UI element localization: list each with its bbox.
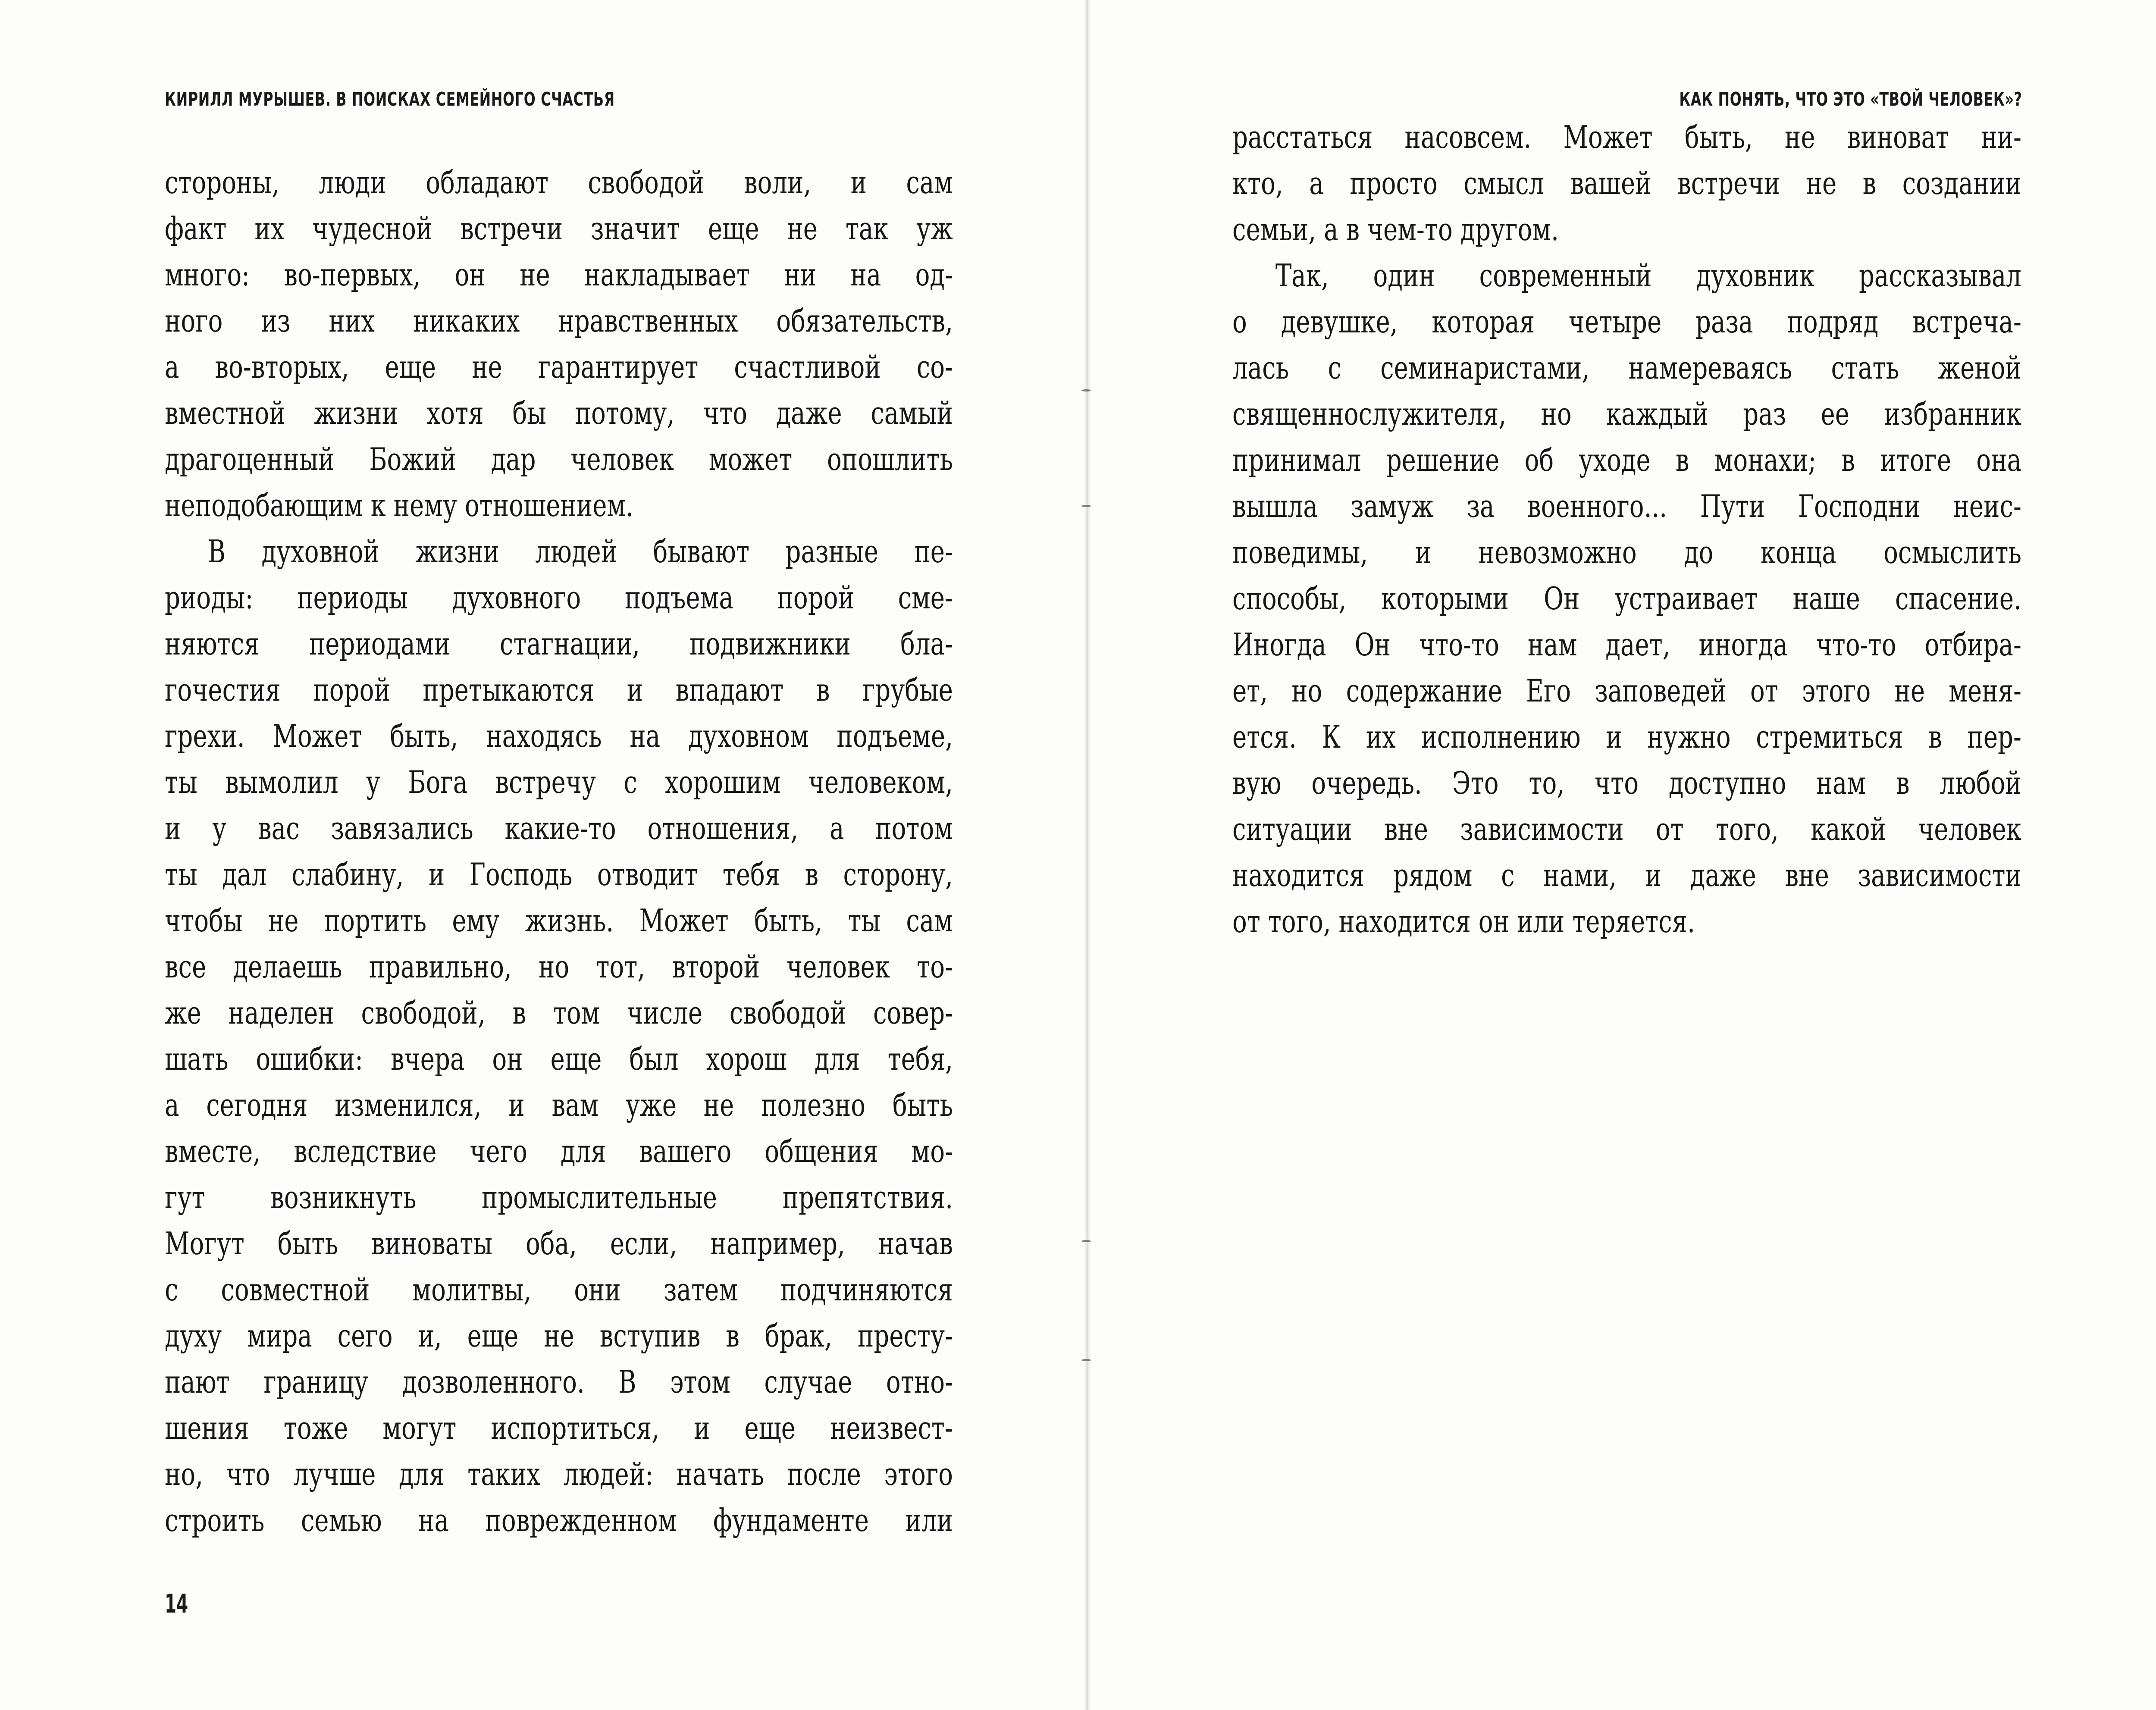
text-line: а сегодня изменился, и вам уже не полезно быть bbox=[165, 1087, 953, 1123]
text-line: поведимы, и невозможно до конца осмыслить bbox=[1232, 534, 2021, 570]
text-line: Иногда Он что-то нам дает, иногда что-то отбира- bbox=[1232, 626, 2021, 663]
text-line: ет, но содержание Его заповедей от этого не меня- bbox=[1232, 673, 2021, 709]
text-line: факт их чудесной встречи значит еще не так уж bbox=[165, 210, 953, 247]
text-line-paragraph-start: В духовной жизни людей бывают разные пе- bbox=[207, 533, 953, 570]
page-number: 14 bbox=[165, 1589, 188, 1619]
text-line: грехи. Может быть, находясь на духовном подъеме, bbox=[165, 718, 953, 754]
right-page-body bbox=[1232, 114, 2021, 945]
text-line: вместе, вследствие чего для вашего общения мо- bbox=[165, 1133, 953, 1169]
text-line: гочестия порой претыкаются и впадают в грубые bbox=[165, 672, 953, 708]
text-line: ситуации вне зависимости от того, какой человек bbox=[1232, 811, 2021, 847]
text-line: священнослужителя, но каждый раз ее избранник bbox=[1232, 396, 2021, 432]
text-line: Могут быть виноваты оба, если, например, начав bbox=[165, 1225, 953, 1262]
text-line-paragraph-start: Так, один современный духовник рассказывал bbox=[1275, 257, 2021, 294]
text-line: много: во-первых, он не накладывает ни на од- bbox=[165, 257, 953, 293]
text-line: драгоценный Божий дар человек может опошлить bbox=[165, 441, 953, 477]
text-line: но, что лучше для таких людей: начать после этого bbox=[165, 1456, 953, 1492]
text-line: ты дал слабину, и Господь отводит тебя в сторону, bbox=[165, 856, 953, 893]
text-line: расстаться насовсем. Может быть, не виноват ни- bbox=[1232, 119, 2021, 155]
text-line: о девушке, которая четыре раза подряд встреча- bbox=[1232, 304, 2021, 340]
text-line: строить семью на поврежденном фундаменте или bbox=[165, 1502, 953, 1538]
text-line: чтобы не портить ему жизнь. Может быть, ты сам bbox=[165, 902, 953, 939]
text-line: вместной жизни хотя бы потому, что даже самый bbox=[165, 395, 953, 431]
text-line: пают границу дозволенного. В этом случае отно- bbox=[165, 1364, 953, 1400]
left-page-body bbox=[165, 160, 953, 1544]
text-line-paragraph-end: от того, находится он или теряется. bbox=[1232, 903, 1695, 940]
text-line: стороны, люди обладают свободой воли, и сам bbox=[165, 164, 953, 200]
right-page bbox=[1087, 0, 2156, 1710]
text-line-paragraph-end: семьи, а в чем-то другом. bbox=[1232, 211, 1559, 247]
text-line: шать ошибки: вчера он еще был хорош для тебя, bbox=[165, 1041, 953, 1077]
text-line: ты вымолил у Бога встречу с хорошим человеком, bbox=[165, 764, 953, 800]
text-line: риоды: периоды духовного подъема порой сме- bbox=[165, 579, 953, 616]
text-line: а во-вторых, еще не гарантирует счастливой со- bbox=[165, 349, 953, 385]
text-line: духу мира сего и, еще не вступив в брак, престу- bbox=[165, 1318, 953, 1354]
text-line: вую очередь. Это то, что доступно нам в любой bbox=[1232, 765, 2021, 801]
text-line: с совместной молитвы, они затем подчиняются bbox=[165, 1272, 953, 1308]
text-line: находится рядом с нами, и даже вне зависимости bbox=[1232, 857, 2021, 893]
text-line: способы, которыми Он устраивает наше спасение. bbox=[1232, 580, 2021, 617]
text-line: гут возникнуть промыслительные препятствия. bbox=[165, 1179, 953, 1215]
text-line: все делаешь правильно, но тот, второй человек то- bbox=[165, 949, 953, 985]
text-line: шения тоже могут испортиться, и еще неизвест- bbox=[165, 1410, 953, 1446]
running-head-left: КИРИЛЛ МУРЫШЕВ. В ПОИСКАХ СЕМЕЙНОГО СЧАСТЬЯ bbox=[165, 88, 615, 110]
text-line: и у вас завязались какие-то отношения, а потом bbox=[165, 810, 953, 846]
text-line: ного из них никаких нравственных обязательств, bbox=[165, 303, 953, 339]
text-line-paragraph-end: неподобающим к нему отношением. bbox=[165, 487, 634, 523]
text-line: лась с семинаристами, намереваясь стать женой bbox=[1232, 350, 2021, 386]
text-line: вышла замуж за военного... Пути Господни неис- bbox=[1232, 488, 2021, 524]
running-head-right: КАК ПОНЯТЬ, ЧТО ЭТО «ТВОЙ ЧЕЛОВЕК»? bbox=[1679, 88, 2022, 110]
text-line: кто, а просто смысл вашей встречи не в создании bbox=[1232, 165, 2021, 201]
text-line: няются периодами стагнации, подвижники бла- bbox=[165, 626, 953, 662]
text-line: ется. К их исполнению и нужно стремиться в пер- bbox=[1232, 719, 2021, 755]
text-line: же наделен свободой, в том числе свободой совер- bbox=[165, 995, 953, 1031]
text-line: принимал решение об уходе в монахи; в итоге она bbox=[1232, 442, 2021, 478]
